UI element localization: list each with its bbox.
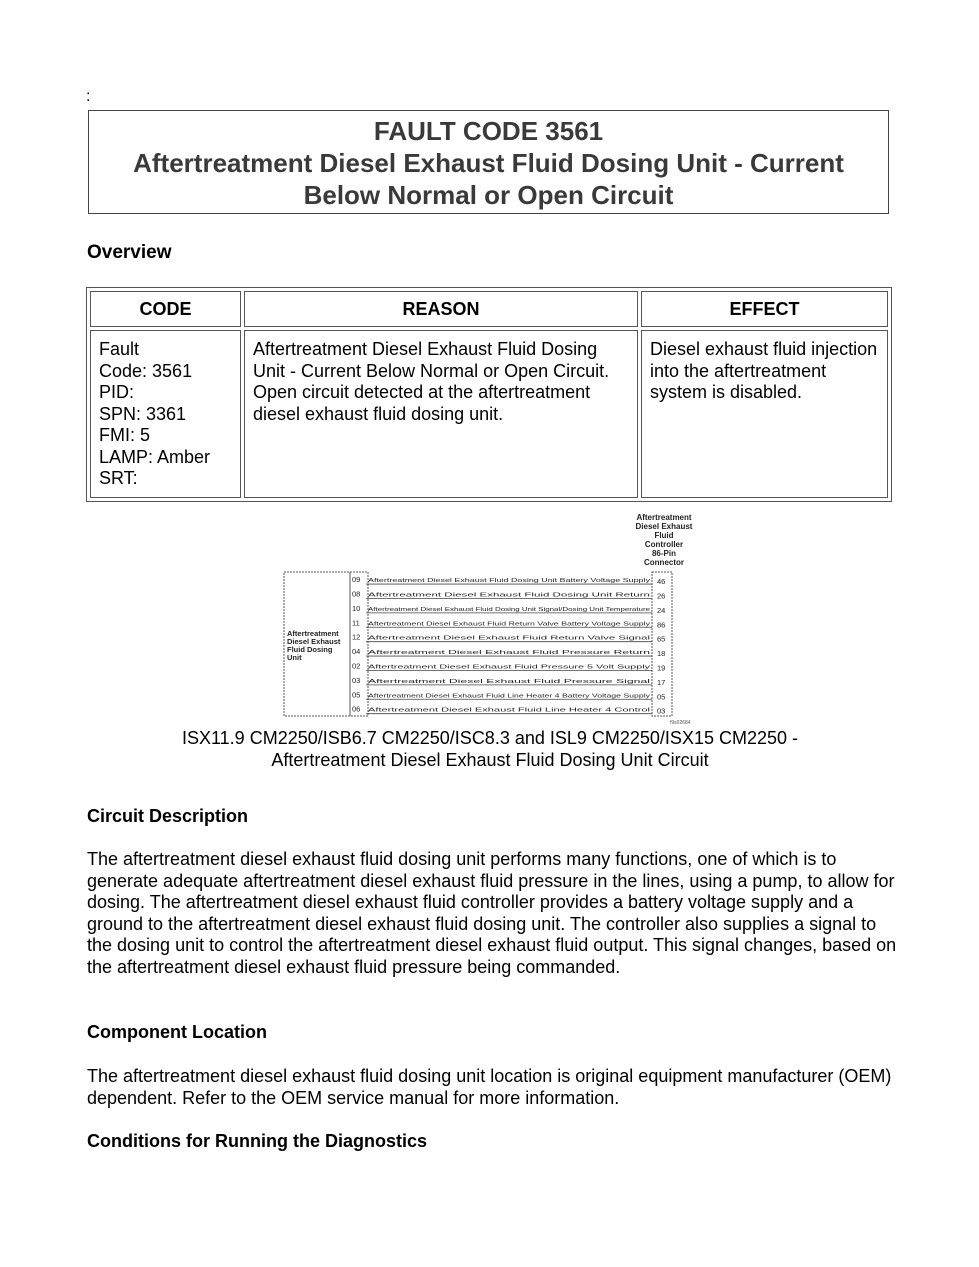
controller-label-line: Aftertreatment bbox=[636, 513, 692, 522]
header-colon: : bbox=[86, 88, 91, 105]
controller-pin-number: 19 bbox=[657, 663, 666, 673]
code-line: Code: 3561 bbox=[99, 360, 193, 381]
fault-title-line-3: Below Normal or Open Circuit bbox=[303, 180, 674, 210]
controller-label-line: 86-Pin bbox=[651, 549, 677, 558]
unit-pin-number: 09 bbox=[352, 575, 361, 585]
conditions-heading: Conditions for Running the Diagnostics bbox=[87, 1131, 427, 1151]
unit-pin-number: 03 bbox=[352, 675, 361, 685]
unit-label-line: Aftertreatment bbox=[287, 629, 339, 638]
reason-cell: Aftertreatment Diesel Exhaust Fluid Dosing Unit - Current Below Normal or Open Circuit. Open circuit detected at the aftertreatment diesel exhaust fluid dosing unit. bbox=[244, 330, 638, 498]
unit-pin-number: 06 bbox=[352, 704, 361, 714]
code-line: SPN: 3361 bbox=[99, 403, 187, 424]
wire-label: Aftertreatment Diesel Exhaust Fluid Pressure Signal bbox=[368, 678, 650, 685]
fault-title-line-2: Aftertreatment Diesel Exhaust Fluid Dosing Unit - Current bbox=[133, 148, 844, 178]
wire-row bbox=[352, 604, 665, 615]
code-cell bbox=[90, 330, 241, 498]
unit-pin-number: 12 bbox=[352, 632, 361, 642]
circuit-diagram bbox=[280, 510, 720, 726]
caption-line: Aftertreatment Diesel Exhaust Fluid Dosing Unit Circuit bbox=[271, 749, 709, 770]
fault-code-title: FAULT CODE 3561 bbox=[373, 116, 604, 146]
wire-label: Aftertreatment Diesel Exhaust Fluid Line Heater 4 Control bbox=[368, 707, 650, 714]
wire-row bbox=[352, 676, 665, 687]
unit-pin-number: 08 bbox=[352, 589, 361, 599]
wire-row bbox=[352, 661, 665, 672]
controller-pin-number: 05 bbox=[657, 692, 666, 702]
wire-label: Aftertreatment Diesel Exhaust Fluid Dosing Unit Return bbox=[368, 592, 650, 599]
circuit-description-heading: Circuit Description bbox=[87, 806, 249, 826]
component-location-body: The aftertreatment diesel exhaust fluid dosing unit location is original equipment manufacturer (OEM) dependent. Refer to the OEM service manual for more information. bbox=[87, 1066, 892, 1108]
table-row bbox=[90, 330, 888, 498]
wire-row bbox=[352, 705, 665, 716]
wire-label: Aftertreatment Diesel Exhaust Fluid Dosing Unit Battery Voltage Supply bbox=[368, 578, 651, 585]
controller-label-line: Connector bbox=[644, 558, 684, 567]
controller-label-line: Fluid bbox=[654, 531, 674, 540]
overview-heading: Overview bbox=[87, 242, 172, 263]
code-line: FMI: 5 bbox=[99, 425, 151, 445]
wire-label: Aftertreatment Diesel Exhaust Fluid Line Heater 4 Battery Voltage Supply bbox=[368, 693, 651, 700]
overview-table bbox=[86, 287, 892, 502]
controller-pin-number: 24 bbox=[657, 605, 666, 615]
controller-pin-number: 17 bbox=[657, 677, 666, 687]
unit-label-line: Fluid Dosing bbox=[287, 645, 333, 654]
controller-pin-number: 86 bbox=[657, 620, 666, 630]
component-location-heading: Component Location bbox=[87, 1022, 267, 1042]
controller-pin-number: 18 bbox=[657, 649, 666, 659]
column-header-effect: EFFECT bbox=[641, 291, 888, 327]
wire-label: Aftertreatment Diesel Exhaust Fluid Pressure Return bbox=[368, 650, 650, 657]
unit-label-line: Unit bbox=[287, 653, 302, 662]
unit-pin-number: 02 bbox=[352, 661, 361, 671]
code-line: LAMP: Amber bbox=[99, 446, 211, 467]
circuit-description-body: The aftertreatment diesel exhaust fluid dosing unit performs many functions, one of which is to generate adequate aftertreatment diesel exhaust fluid pressure in the lines, using a pump, to allow for dosing. The aftertreatment diesel exhaust fluid controller provides a battery voltage supply and a ground to the aftertreatment diesel exhaust fluid dosing unit. The controller also supplies a signal to the dosing unit to control the aftertreatment diesel exhaust fluid output. This signal changes, based on the aftertreatment diesel exhaust fluid pressure being commanded. bbox=[87, 849, 897, 977]
wire-row bbox=[352, 618, 665, 629]
wire-row bbox=[352, 647, 665, 658]
wire-group bbox=[352, 575, 665, 716]
wire-row bbox=[352, 690, 665, 701]
controller-pin-number: 65 bbox=[657, 634, 666, 644]
controller-label-line: Diesel Exhaust bbox=[635, 522, 693, 531]
controller-label-line: Controller bbox=[644, 540, 684, 549]
unit-pin-number: 10 bbox=[352, 603, 361, 613]
wire-label: Aftertreatment Diesel Exhaust Fluid Return Valve Signal bbox=[368, 635, 650, 642]
unit-pin-number: 04 bbox=[352, 647, 361, 657]
wire-label: Aftertreatment Diesel Exhaust Fluid Dosing Unit Signal/Dosing Unit Temperature bbox=[368, 606, 651, 613]
dosing-unit-label bbox=[287, 629, 341, 662]
wire-label: Aftertreatment Diesel Exhaust Fluid Return Valve Battery Voltage Supply bbox=[368, 621, 651, 628]
column-header-reason: REASON bbox=[244, 291, 638, 327]
unit-pin-number: 11 bbox=[352, 618, 360, 628]
unit-label-line: Diesel Exhaust bbox=[287, 637, 341, 646]
effect-cell: Diesel exhaust fluid injection into the aftertreatment system is disabled. bbox=[641, 330, 888, 498]
controller-pin-number: 03 bbox=[657, 706, 666, 716]
controller-pin-number: 46 bbox=[657, 577, 666, 587]
code-line: Fault bbox=[99, 339, 140, 359]
diagram-ref-id: f9s02684 bbox=[670, 720, 691, 726]
unit-pin-number: 05 bbox=[352, 690, 361, 700]
wire-label: Aftertreatment Diesel Exhaust Fluid Pressure 5 Volt Supply bbox=[368, 664, 651, 671]
controller-label bbox=[636, 513, 693, 567]
wire-row bbox=[352, 575, 665, 586]
column-header-code: CODE bbox=[90, 291, 241, 327]
wire-row bbox=[352, 633, 665, 644]
code-line: PID: bbox=[99, 382, 135, 402]
wire-row bbox=[352, 589, 665, 600]
controller-pin-number: 26 bbox=[657, 591, 666, 601]
code-line: SRT: bbox=[99, 468, 138, 488]
caption-line: ISX11.9 CM2250/ISB6.7 CM2250/ISC8.3 and ISL9 CM2250/ISX15 CM2250 - bbox=[181, 728, 799, 748]
title-box bbox=[88, 110, 889, 214]
table-header-row bbox=[90, 291, 888, 327]
diagram-caption bbox=[90, 728, 890, 771]
